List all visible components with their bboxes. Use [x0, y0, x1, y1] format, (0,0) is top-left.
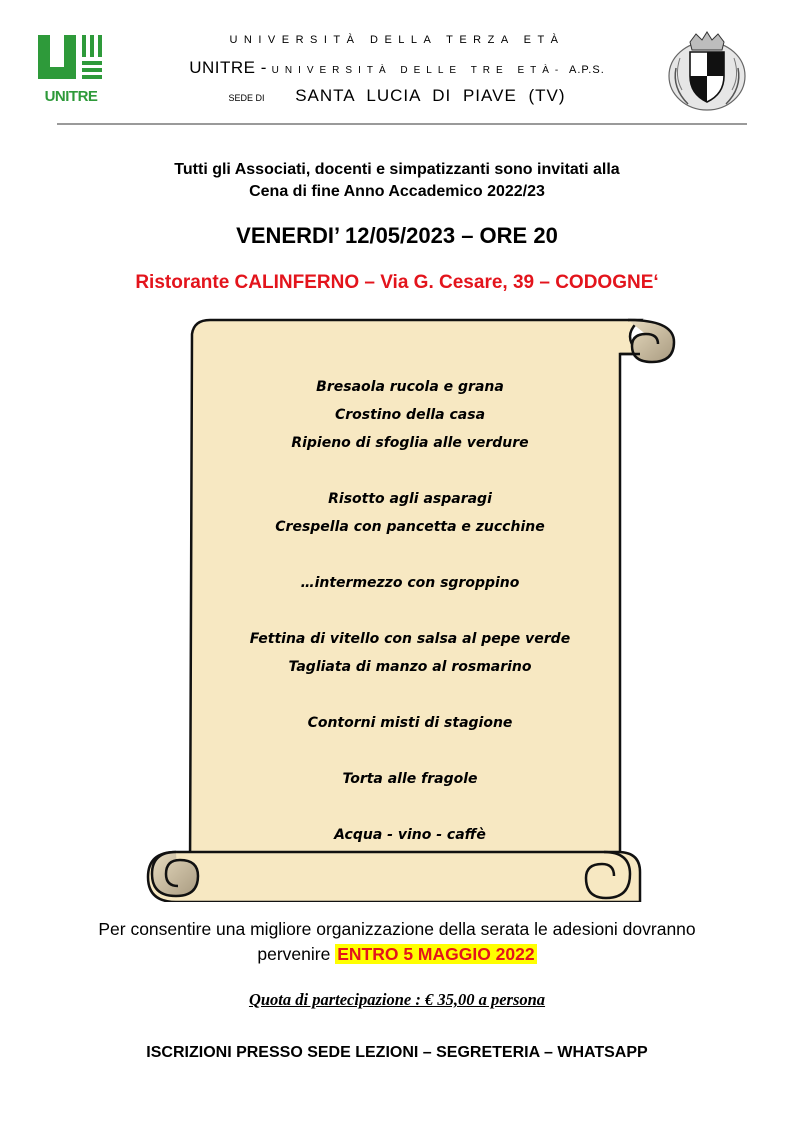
event-location: Ristorante CALINFERNO – Via G. Cesare, 39 – CODOGNE‘ — [135, 272, 659, 293]
deadline-highlight: ENTRO 5 MAGGIO 2022 — [337, 944, 535, 964]
registration-channels: ISCRIZIONI PRESSO SEDE LEZIONI – SEGRETERIA – WHATSAPP — [146, 1044, 648, 1061]
header-divider — [57, 123, 747, 125]
unitre-name: UNITRE - — [189, 58, 267, 77]
menu-spacer — [190, 737, 630, 765]
registration-note — [40, 917, 754, 967]
sede-label: SEDE DI — [228, 93, 265, 103]
menu-spacer — [190, 457, 630, 485]
invitation-line-2: Cena di fine Anno Accademico 2022/23 — [249, 183, 545, 200]
menu-spacer — [190, 681, 630, 709]
header-sede-line — [150, 86, 644, 106]
menu-item: Ripieno di sfoglia alle verdure — [291, 435, 529, 451]
menu-item: Tagliata di manzo al rosmarino — [288, 659, 532, 675]
registration-note-prefix: pervenire — [257, 944, 331, 964]
menu-item: Contorni misti di stagione — [307, 715, 513, 731]
event-date-time: VENERDI’ 12/05/2023 – ORE 20 — [236, 223, 558, 248]
unitre-subtitle: UNIVERSITÀ DELLE TRE ETÀ- — [271, 65, 565, 76]
town-crest-icon — [666, 28, 748, 112]
invitation-line-1: Tutti gli Associati, docenti e simpatizzanti sono invitati alla — [174, 161, 620, 178]
participation-fee: Quota di partecipazione : € 35,00 a persona — [248, 990, 546, 1009]
menu-item: Crespella con pancetta e zucchine — [275, 519, 545, 535]
menu-item: Crostino della casa — [334, 407, 486, 423]
menu-list — [190, 373, 630, 849]
menu-spacer — [190, 793, 630, 821]
header-unitre-line — [150, 58, 644, 78]
menu-item: …intermezzo con sgroppino — [300, 575, 520, 591]
menu-item: Risotto agli asparagi — [328, 491, 492, 507]
menu-item: Acqua - vino - caffè — [334, 827, 486, 843]
logo-text: UNITRE — [44, 88, 98, 105]
invitation-text — [0, 159, 794, 203]
registration-note-line-1: Per consentire una migliore organizzazione della serata le adesioni dovranno — [98, 919, 696, 939]
menu-spacer — [190, 597, 630, 625]
aps-label: A.P.S. — [569, 64, 605, 76]
menu-item: Torta alle fragole — [342, 771, 478, 787]
menu-spacer — [190, 541, 630, 569]
header-university-title: UNIVERSITÀ DELLA TERZA ETÀ — [229, 34, 565, 46]
registration-note-line-2 — [40, 942, 754, 967]
menu-item: Bresaola rucola e grana — [316, 379, 504, 395]
sede-place: SANTA LUCIA DI PIAVE (TV) — [295, 86, 566, 105]
menu-item: Fettina di vitello con salsa al pepe verde — [249, 631, 571, 647]
